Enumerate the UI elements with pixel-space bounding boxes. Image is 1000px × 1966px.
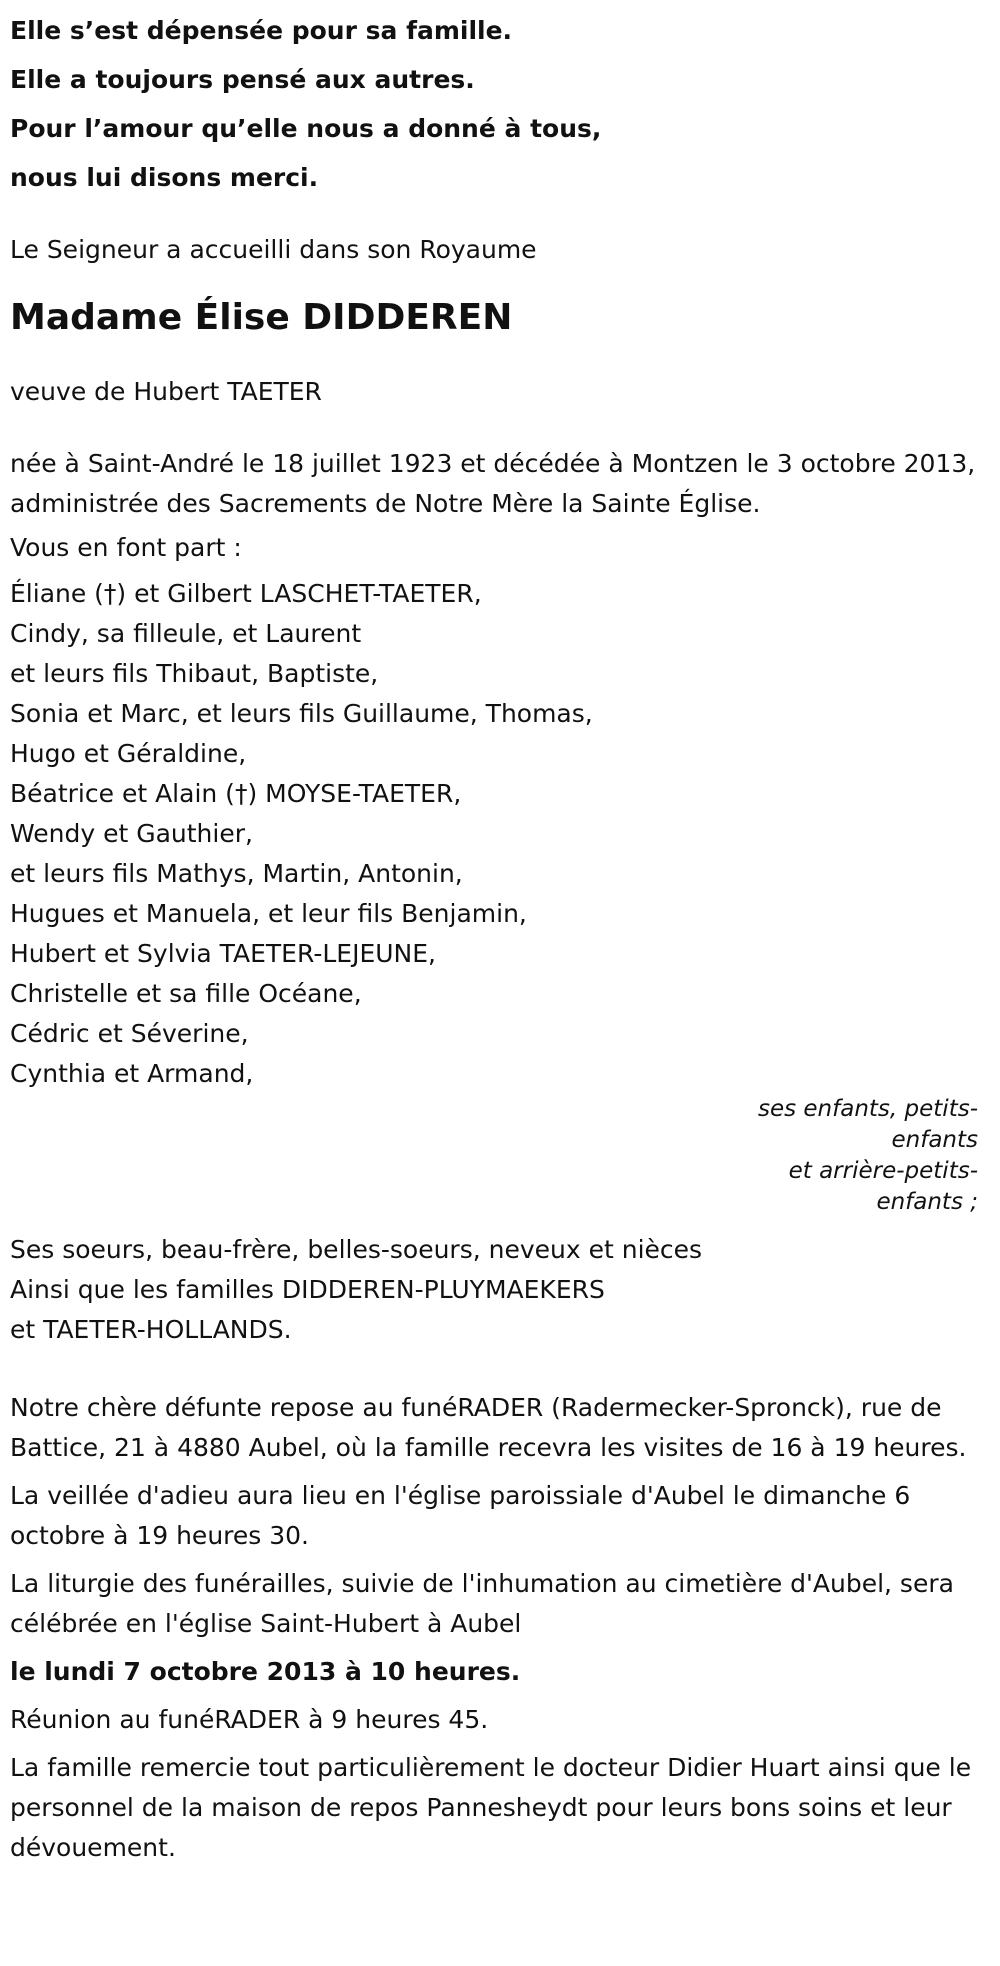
thanks-text: La famille remercie tout particulièrement le docteur Didier Huart ainsi que le personnel de la maison de repos Pannesheydt pour leurs bons soins et leur dévouement. xyxy=(10,1753,972,1862)
poem-line: nous lui disons merci. xyxy=(10,163,319,192)
family-line: Cédric et Séverine, xyxy=(10,1019,249,1048)
family-line: Hugo et Géraldine, xyxy=(10,739,247,768)
vigil-text: La veillée d'adieu aura lieu en l'église paroissiale d'Aubel le dimanche 6 octobre à 19 heures 30. xyxy=(10,1481,911,1550)
family-line: Cindy, sa filleule, et Laurent xyxy=(10,619,362,648)
funeral-date: le lundi 7 octobre 2013 à 10 heures. xyxy=(10,1657,521,1686)
poem-line: Elle s’est dépensée pour sa famille. xyxy=(10,16,513,45)
deceased-name: Madame Élise DIDDEREN xyxy=(10,297,513,338)
others-line: et TAETER-HOLLANDS. xyxy=(10,1315,292,1344)
family-line: Éliane (†) et Gilbert LASCHET-TAETER, xyxy=(10,579,482,608)
family-line: Sonia et Marc, et leurs fils Guillaume, Thomas, xyxy=(10,699,593,728)
family-line: et leurs fils Thibaut, Baptiste, xyxy=(10,659,379,688)
others-line: Ses soeurs, beau-frère, belles-soeurs, neveux et nièces xyxy=(10,1235,703,1264)
relation-line: et arrière-petits- xyxy=(788,1158,978,1184)
announce-text: Vous en font part : xyxy=(10,533,242,562)
poem-line: Elle a toujours pensé aux autres. xyxy=(10,65,475,94)
family-list xyxy=(10,574,990,1094)
family-line: Christelle et sa fille Océane, xyxy=(10,979,362,1008)
others-line: Ainsi que les familles DIDDEREN-PLUYMAEKERS xyxy=(10,1275,605,1304)
family-line: Wendy et Gauthier, xyxy=(10,819,253,848)
poem-line: Pour l’amour qu’elle nous a donné à tous, xyxy=(10,114,602,143)
meeting-text: Réunion au funéRADER à 9 heures 45. xyxy=(10,1705,489,1734)
relation-line: enfants xyxy=(891,1127,978,1153)
poem xyxy=(10,0,990,202)
relation-note xyxy=(738,1094,978,1218)
family-line: Hugues et Manuela, et leur fils Benjamin, xyxy=(10,899,527,928)
relation-line: enfants ; xyxy=(876,1189,978,1215)
liturgy-text: La liturgie des funérailles, suivie de l'inhumation au cimetière d'Aubel, sera célébrée en l'église Saint-Hubert à Aubel xyxy=(10,1569,954,1638)
intro-text: Le Seigneur a accueilli dans son Royaume xyxy=(10,235,537,264)
widow-of: veuve de Hubert TAETER xyxy=(10,377,322,406)
family-line: Cynthia et Armand, xyxy=(10,1059,254,1088)
family-line: Béatrice et Alain (†) MOYSE-TAETER, xyxy=(10,779,462,808)
other-relatives xyxy=(10,1230,990,1350)
family-line: et leurs fils Mathys, Martin, Antonin, xyxy=(10,859,463,888)
rest-place-text: Notre chère défunte repose au funéRADER (Radermecker-Spronck), rue de Battice, 21 à 4880 Aubel, où la famille recevra les visites de 16 à 19 heures. xyxy=(10,1393,967,1462)
family-line: Hubert et Sylvia TAETER-LEJEUNE, xyxy=(10,939,436,968)
relation-line: ses enfants, petits- xyxy=(757,1096,978,1122)
birth-death-text: née à Saint-André le 18 juillet 1923 et décédée à Montzen le 3 octobre 2013, administrée des Sacrements de Notre Mère la Sainte Église. xyxy=(10,449,976,518)
